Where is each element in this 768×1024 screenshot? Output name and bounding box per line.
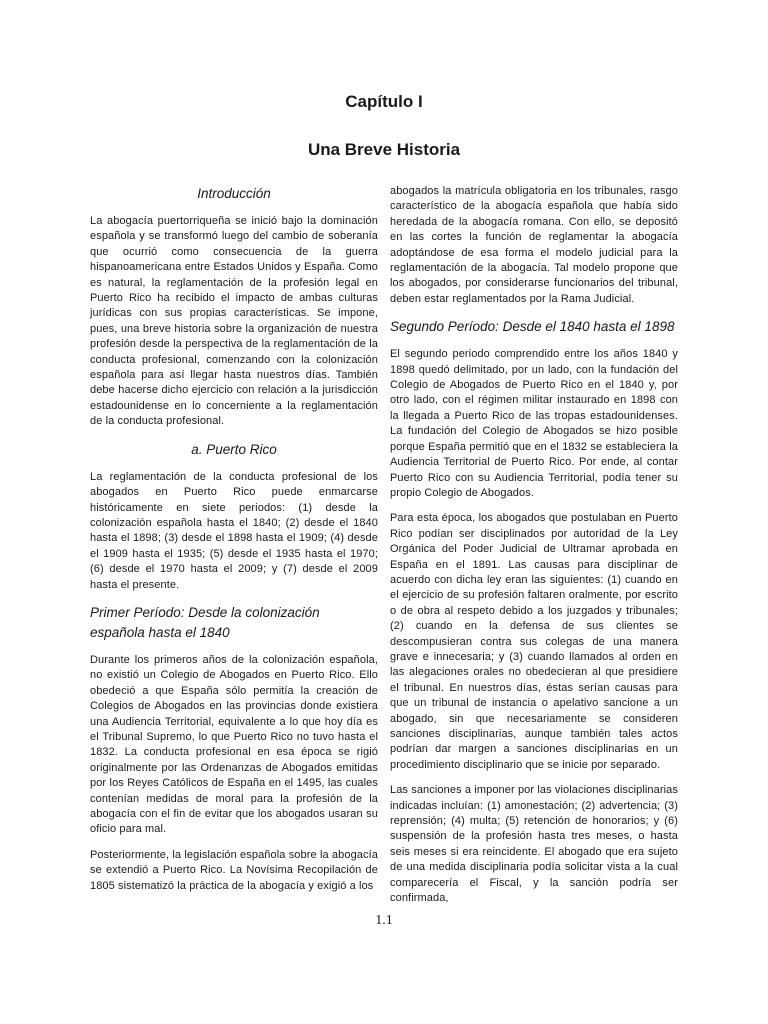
body-paragraph: El segundo periodo comprendido entre los años 1840 y 1898 quedó delimitado, por un lado, con la fundación del Colegio de Abogados de Puerto Rico en el 1840 y, por otro lado, con el régimen militar instaurado en 1898 con la llegada a Puerto Rico de las tropas estadounidenses. La fundación del Colegio de Abogados se hizo posible porque España permitió que en el 1832 se estableciera la Audiencia Territorial de Puerto Rico. Por ende, al contar Puerto Rico con su Audiencia Territorial, podía tener su propio Colegio de Abogados. <box>390 348 678 499</box>
body-paragraph: Para esta época, los abogados que postulaban en Puerto Rico podían ser disciplinados por autoridad de la Ley Orgánica del Poder Judicial de Ultramar aprobada en España en el 1891. Las causas para disciplinar de acuerdo con dicha ley eran las siguientes: (1) cuando en el ejercicio de su profesión faltaren oralmente, por escrito o de obra al respeto debido a los juzgados y tribunales; (2) cuando en la defensa de sus clientes se descompusieran contra sus colegas de una manera grave e innecesaria; y (3) cuando llamados al orden en las alegaciones orales no obedecieran al que presidiere el tribunal. En nuestros días, éstas serían causas para que un tribunal de instancia o apelativo sancione a un abogado, sin que necesariamente se consideren sanciones disciplinarias, aunque también tales actos podrían dar margen a sanciones disciplinarias en un procedimiento disciplinario que se inicie por separado. <box>390 512 678 771</box>
right-column <box>390 184 678 905</box>
chapter-label: Capítulo I <box>345 92 423 111</box>
body-paragraph: La reglamentación de la conducta profesional de los abogados en Puerto Rico puede enmarcarse históricamente en siete periodos: (1) desde la colonización española hasta el 1840; (2) desde el 1840 hasta el 1898; (3) desde el 1898 hasta el 1909; (4) desde el 1909 hasta el 1935; (5) desde el 1935 hasta el 1970; (6) desde el 1970 hasta el 2009; y (7) desde el 2009 hasta el presente. <box>90 470 378 591</box>
chapter-title: Una Breve Historia <box>307 140 461 159</box>
section-heading: a. Puerto Rico <box>191 441 277 457</box>
body-paragraph: abogados la matrícula obligatoria en los tribunales, rasgo característico de la abogacía española que había sido heredada de la abogacía romana. Con ello, se depositó en las cortes la función de reglamentar la abogacía adoptándose de esa forma el modelo judicial para la reglamentación de la abogacía. Tal modelo propone que los abogados, por considerarse funcionarios del tribunal, deben estar reglamentados por la Rama Judicial. <box>390 185 678 305</box>
section-heading: Segundo Período: Desde el 1840 hasta el 1898 <box>390 319 675 335</box>
body-paragraph: La abogacía puertorriqueña se inició bajo la dominación española y se transformó luego del cambio de soberanía que ocurrió como consecuencia de la guerra hispanoamericana entre Estados Unidos y España. Como es natural, la reglamentación de la profesión legal en Puerto Rico ha recibido el impacto de ambas culturas jurídicas con sus propias características. Se impone, pues, una breve historia sobre la organización de nuestra profesión desde la perspectiva de la reglamentación de la conducta profesional, comenzando con la colonización española para así llegar hasta nuestros días. También debe hacerse dicho ejercicio con relación a la jurisdicción estadounidense en lo concerniente a la reglamentación de la conducta profesional. <box>90 215 378 428</box>
body-paragraph: Posteriormente, la legislación española sobre la abogacía se extendió a Puerto Rico. La Novísima Recopilación de 1805 sistematizó la práctica de la abogacía y exigió a los <box>90 848 378 892</box>
section-heading: Introducción <box>197 186 271 201</box>
body-paragraph: Las sanciones a imponer por las violaciones disciplinarias indicadas incluían: (1) amonestación; (2) advertencia; (3) reprensión; (4) multa; (5) retención de honorarios; y (6) suspensión de la profesión hasta tres meses, o hasta seis meses si era reincidente. El abogado que era sujeto de una medida disciplinaria podía solicitar vista a la cual comparecería el Fiscal, y la sanción podría ser confirmada, <box>390 784 678 905</box>
left-column <box>90 184 378 896</box>
body-paragraph: Durante los primeros años de la colonización española, no existió un Colegio de Abogados en Puerto Rico. Ello obedeció a que España sólo permitía la creación de Colegios de Abogados en las provincias donde existiera una Audiencia Territorial, equivalente a lo que hoy día es el Tribunal Supremo, lo que Puerto Rico no tuvo hasta el 1832. La conducta profesional en esa época se rigió originalmente por las Ordenanzas de Abogados emitidas por los Reyes Católicos de España en el 1495, las cuales contenían medidas de moral para la profesión de la abogacía con el fin de evitar que los abogados usaran su oficio para mal. <box>90 653 378 836</box>
section-heading: Primer Período: Desde la colonización española hasta el 1840 <box>90 604 320 640</box>
page-number: 1.1 <box>375 913 393 928</box>
